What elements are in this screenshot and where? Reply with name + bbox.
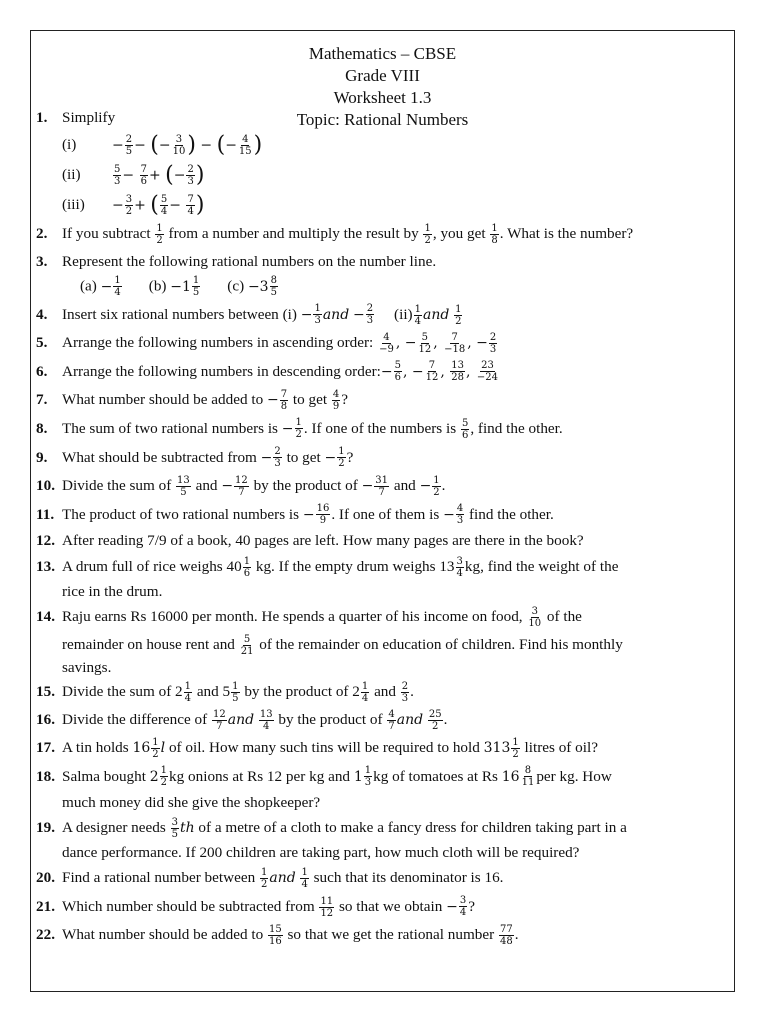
question-text: . bbox=[441, 477, 446, 495]
question-text: and bbox=[227, 711, 255, 728]
question-4: 4. Insert six rational numbers between (i) − $\frac{1}{3}$ and − $\frac{2}{3}$ (ii) $\frac{1}{4}$ and $\frac{1}{2}$ bbox=[36, 301, 686, 330]
question-3 bbox=[36, 248, 686, 273]
topic-title: Topic: Rational Numbers bbox=[296, 110, 469, 129]
part-label: (ii) bbox=[62, 166, 81, 183]
question-number: 19. bbox=[36, 818, 55, 836]
question-text: litres of oil? bbox=[524, 739, 598, 757]
question-text: , find the other. bbox=[470, 419, 563, 437]
question-text: What number should be added to bbox=[62, 391, 264, 409]
question-text: savings. bbox=[62, 659, 112, 677]
question-number: 10. bbox=[36, 477, 55, 495]
part-label: (iii) bbox=[62, 196, 85, 213]
question-text: A drum full of rice weighs 40 bbox=[62, 558, 242, 576]
question-21: 21. Which number should be subtracted from $\frac{11}{12}$ so that we obtain − $\frac{3}{4}$ ? bbox=[36, 893, 686, 922]
question-2: 2. If you subtract $\frac{1}{2}$ from a number and multiply the result by $\frac{1}{2}$ , you get $\frac{1}{8}$ . What is the number? bbox=[36, 220, 686, 248]
question-number: 9. bbox=[36, 448, 48, 466]
subject-title: Mathematics – CBSE bbox=[308, 44, 457, 63]
question-9: 9. What should be subtracted from − $\frac{2}{3}$ to get − $\frac{1}{2}$ ? bbox=[36, 444, 686, 473]
question-text: to get bbox=[286, 448, 321, 466]
question-number: 16. bbox=[36, 710, 55, 728]
question-number: 14. bbox=[36, 607, 55, 625]
question-text: of the bbox=[546, 607, 582, 625]
q1-part-i: (i) − $\frac{2}{5}$ − (− $\frac{3}{10}$ ) − (− $\frac{4}{15}$ ) bbox=[62, 132, 263, 157]
question-15: 15. Divide the sum of 2 $\frac{1}{4}$ and 5 $\frac{1}{5}$ by the product of 2 $\frac{1}{4}$ and $\frac{2}{3}$ . bbox=[36, 678, 686, 706]
question-text: A tin holds bbox=[62, 739, 129, 757]
question-text: and bbox=[374, 683, 396, 701]
question-text: . If one of them is bbox=[331, 505, 440, 523]
question-number: 1. bbox=[36, 109, 48, 126]
question-text: Divide the sum of 2 bbox=[62, 683, 183, 701]
question-text: and bbox=[322, 306, 350, 323]
question-text: ? bbox=[346, 448, 354, 466]
question-18: 18. Salma bought 2 $\frac{1}{2}$ kg onions at Rs 12 per kg and 1 $\frac{1}{3}$ kg of tomatoes at Rs 16 $\frac{8}{11}$ per kg. How much money did she give the shopkeeper? bbox=[36, 763, 686, 814]
question-text: and bbox=[195, 477, 218, 495]
question-number: 4. bbox=[36, 305, 48, 323]
part-label: (i) bbox=[62, 136, 77, 153]
q3-options: (a) − $\frac{1}{4}$ (b) −1 $\frac{1}{5}$ (c) −3 $\frac{8}{5}$ bbox=[80, 275, 277, 299]
question-number: 5. bbox=[36, 334, 48, 352]
question-text: kg of tomatoes at Rs bbox=[373, 767, 498, 785]
question-text: The product of two rational numbers is bbox=[62, 505, 300, 523]
question-number: 8. bbox=[36, 419, 48, 437]
question-text: by the product of bbox=[278, 710, 383, 728]
question-text: of oil. How many such tins will be required to hold bbox=[168, 739, 480, 757]
question-text: ? bbox=[468, 897, 475, 915]
question-text: Simplify bbox=[62, 109, 116, 126]
question-text: of a metre of a cloth to make a fancy dress for children taking part in a bbox=[198, 818, 627, 836]
option-label: (a) bbox=[80, 277, 97, 295]
question-number: 3. bbox=[36, 252, 48, 270]
question-text: Raju earns Rs 16000 per month. He spends a quarter of his income on food, bbox=[62, 607, 523, 625]
question-text: What number should be added to bbox=[62, 926, 264, 944]
question-text: much money did she give the shopkeeper? bbox=[62, 793, 321, 811]
question-text: Find a rational number between bbox=[62, 869, 256, 887]
question-text: . If one of the numbers is bbox=[303, 419, 457, 437]
question-text: Arrange the following numbers in descending order: bbox=[62, 362, 381, 380]
option-label: (c) bbox=[227, 277, 245, 295]
question-text: by the product of bbox=[253, 477, 358, 495]
question-text: . bbox=[443, 710, 448, 728]
question-text: Salma bought bbox=[62, 767, 146, 785]
question-text: . bbox=[514, 926, 519, 944]
question-text: such that its denominator is 16. bbox=[313, 869, 504, 887]
question-text: , you get bbox=[432, 225, 486, 242]
question-text: so that we get the rational number bbox=[287, 926, 495, 944]
question-text: Which number should be subtracted from bbox=[62, 897, 315, 915]
question-11: 11. The product of two rational numbers is − $\frac{16}{9}$ . If one of them is − $\frac{4}{3}$ find the other. bbox=[36, 501, 686, 530]
question-16: 16. Divide the difference of $\frac{12}{7}$ and $\frac{13}{4}$ by the product of $\frac{4}{7}$ and $\frac{25}{2}$ . bbox=[36, 706, 686, 735]
question-7: 7. What number should be added to − $\frac{7}{8}$ to get $\frac{4}{9}$ ? bbox=[36, 386, 686, 415]
question-text: and 5 bbox=[196, 683, 231, 701]
question-8: 8. The sum of two rational numbers is − $\frac{1}{2}$ . If one of the numbers is $\frac{5}{6}$ , find the other. bbox=[36, 415, 686, 444]
worksheet-number: Worksheet 1.3 bbox=[333, 88, 432, 107]
question-text: per kg. How bbox=[536, 767, 612, 785]
question-text: rice in the drum. bbox=[62, 582, 163, 600]
question-text: remainder on house rent and bbox=[62, 635, 235, 653]
question-6: 6. Arrange the following numbers in descending order:− $\frac{5}{6}$ , − $\frac{7}{12}$ , $\frac{13}{28}$ , $\frac{23}{-24}$ bbox=[36, 358, 686, 387]
question-text: Divide the sum of bbox=[62, 477, 172, 495]
question-text: and bbox=[393, 477, 416, 495]
question-text: The sum of two rational numbers is bbox=[62, 419, 278, 437]
grade-title: Grade VIII bbox=[345, 66, 420, 85]
question-13: 13. A drum full of rice weighs 40 $\frac{1}{6}$ kg. If the empty drum weighs 13 $\frac{3}{4}$ kg, find the weight of the rice in the drum. bbox=[36, 553, 686, 603]
question-number: 7. bbox=[36, 391, 48, 409]
question-10: 10. Divide the sum of $\frac{13}{5}$ and − $\frac{12}{7}$ by the product of − $\frac{31}{7}$ and − $\frac{1}{2}$ . bbox=[36, 472, 686, 501]
question-text: If you subtract bbox=[62, 225, 151, 242]
question-text: Represent the following rational numbers on the number line. bbox=[62, 252, 437, 270]
question-text: find the other. bbox=[469, 505, 554, 523]
question-text: Insert six rational numbers between (i) bbox=[62, 305, 297, 323]
question-number: 6. bbox=[36, 362, 48, 380]
question-text: by the product of 2 bbox=[244, 683, 360, 701]
question-number: 2. bbox=[36, 225, 48, 242]
question-text: ? bbox=[341, 391, 348, 409]
question-number: 13. bbox=[36, 558, 55, 576]
question-number: 17. bbox=[36, 739, 55, 757]
question-list bbox=[36, 104, 686, 949]
question-14: 14. Raju earns Rs 16000 per month. He spends a quarter of his income on food, $\frac{3}{10}$ of the remainder on house rent and $\frac{5}{21}$ of the remainder on education of children. Find his monthly savings. bbox=[36, 603, 686, 678]
question-number: 21. bbox=[36, 897, 55, 915]
question-number: 20. bbox=[36, 869, 55, 887]
question-19: 19. A designer needs $\frac{3}{5}$ th of a metre of a cloth to make a fancy dress for children taking part in a dance performance. If 200 children are taking part, how much cloth will be required? bbox=[36, 814, 686, 865]
question-number: 22. bbox=[36, 926, 55, 944]
question-text: and bbox=[422, 306, 450, 323]
question-text: . What is the number? bbox=[499, 225, 634, 242]
question-text: so that we obtain bbox=[338, 897, 443, 915]
question-text: dance performance. If 200 children are taking part, how much cloth will be required? bbox=[62, 844, 580, 862]
question-text: A designer needs bbox=[62, 818, 166, 836]
question-text: What should be subtracted from bbox=[62, 448, 257, 466]
question-1 bbox=[36, 104, 686, 130]
question-text: and bbox=[269, 870, 296, 887]
question-text: kg, find the weight of the bbox=[464, 558, 619, 576]
question-text: and bbox=[396, 711, 424, 728]
question-text: Divide the difference of bbox=[62, 710, 208, 728]
option-label: (b) bbox=[148, 277, 167, 295]
question-5: 5. Arrange the following numbers in ascending order: $\frac{4}{-9}$ , − $\frac{5}{12}$ , $\frac{7}{-18}$ , − $\frac{2}{3}$ bbox=[36, 329, 686, 358]
q1-part-iii: (iii) − $\frac{3}{2}$ + ( $\frac{5}{4}$ − $\frac{7}{4}$ ) bbox=[62, 192, 205, 217]
question-number: 12. bbox=[36, 532, 55, 550]
question-text: Arrange the following numbers in ascending order: bbox=[62, 334, 374, 352]
question-text: (ii) bbox=[394, 305, 413, 323]
question-text: . bbox=[410, 683, 414, 701]
question-number: 11. bbox=[36, 505, 55, 523]
question-number: 18. bbox=[36, 767, 55, 785]
q1-part-ii: (ii) $\frac{5}{3}$ − $\frac{7}{6}$ + (− $\frac{2}{3}$ ) bbox=[62, 162, 205, 187]
question-text: of the remainder on education of children. Find his monthly bbox=[259, 635, 623, 653]
question-text: kg onions at Rs 12 per kg and bbox=[169, 767, 351, 785]
question-12 bbox=[36, 529, 686, 553]
question-text: kg. If the empty drum weighs 13 bbox=[255, 558, 455, 576]
question-text: to get bbox=[292, 391, 328, 409]
question-22: 22. What number should be added to $\frac{15}{16}$ so that we get the rational number $\frac{77}{48}$ . bbox=[36, 921, 686, 949]
question-number: 15. bbox=[36, 683, 55, 701]
question-20: 20. Find a rational number between $\frac{1}{2}$ and $\frac{1}{4}$ such that its denominator is 16. bbox=[36, 864, 686, 893]
question-text: After reading 7/9 of a book, 40 pages are left. How many pages are there in the book? bbox=[62, 532, 584, 550]
question-17: 17. A tin holds 16 $\frac{1}{2}$ l of oil. How many such tins will be required to hold 313 $\frac{1}{2}$ litres of oil? bbox=[36, 734, 686, 763]
question-text: from a number and multiply the result by bbox=[168, 225, 419, 242]
